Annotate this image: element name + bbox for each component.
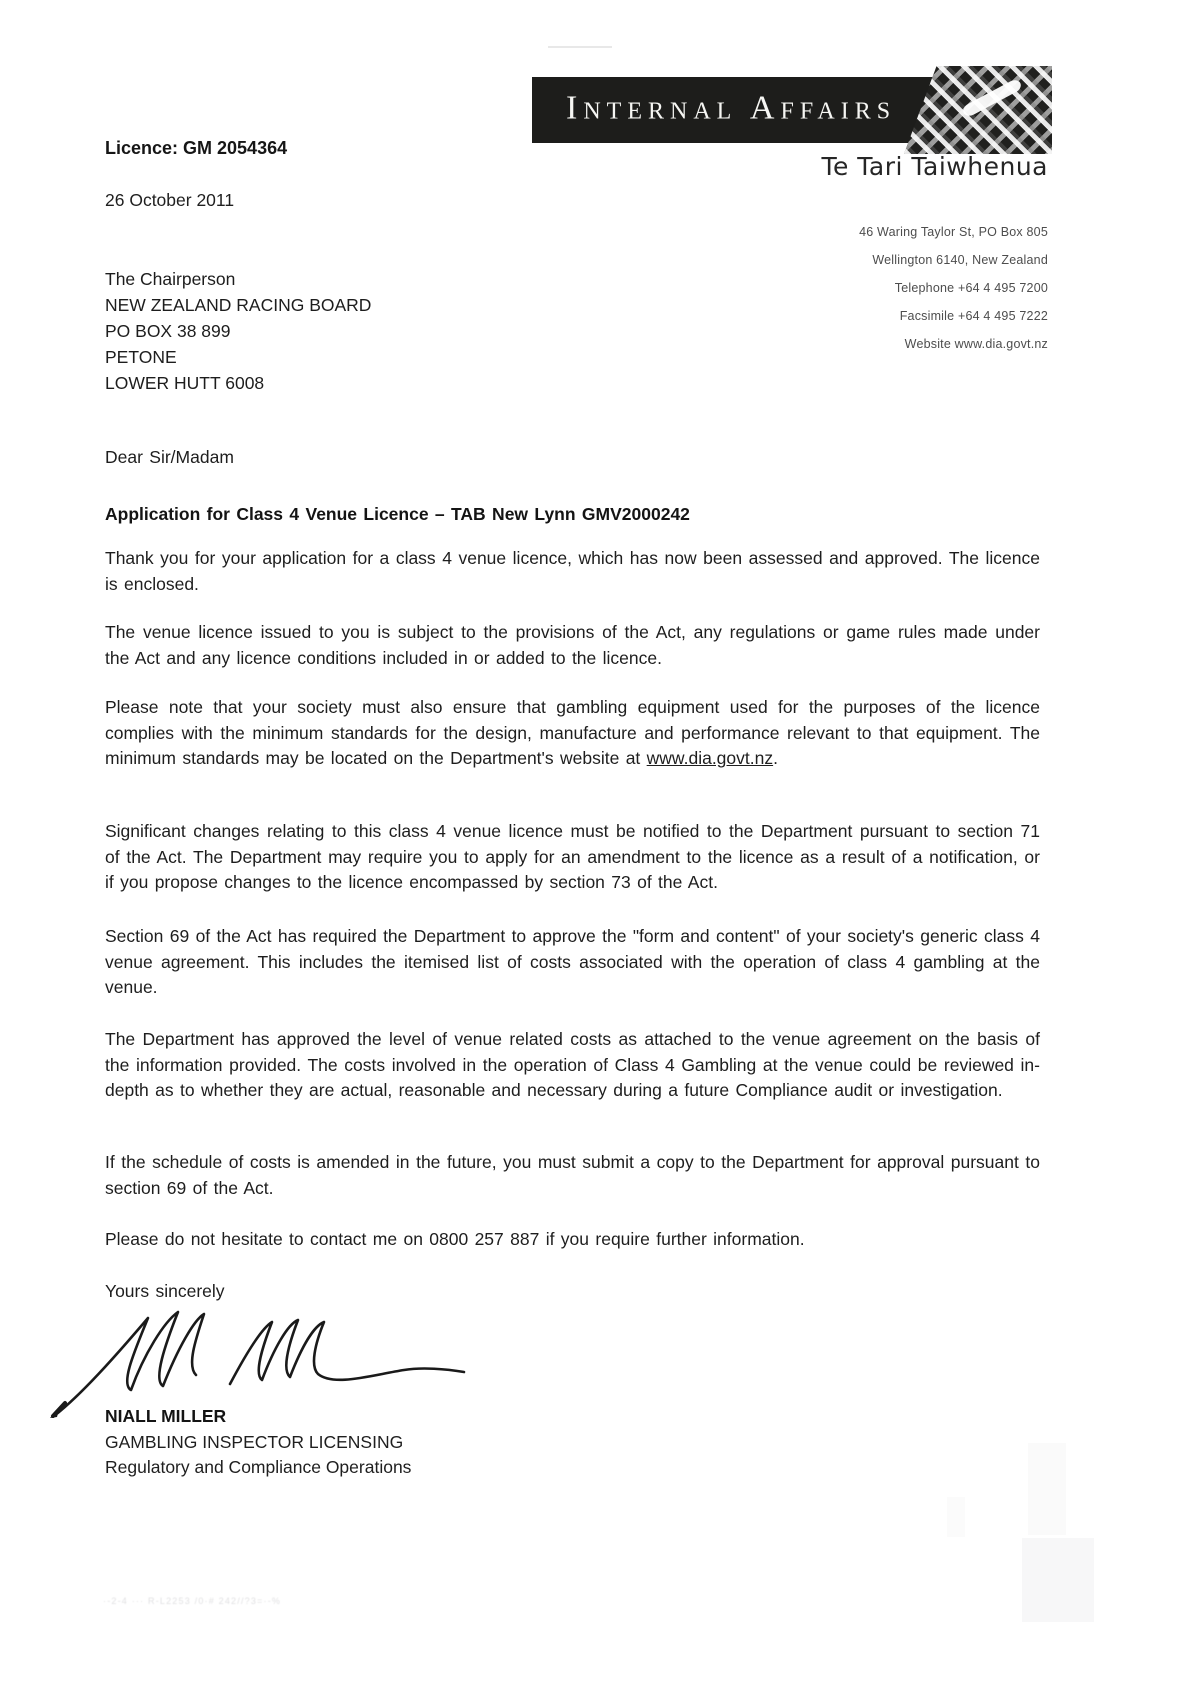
recipient-po-box: PO BOX 38 899 bbox=[105, 321, 231, 341]
paragraph-contact-phone: Please do not hesitate to contact me on 0800 257 887 if you require further information. bbox=[105, 1229, 805, 1249]
contact-facsimile: Facsimile +64 4 495 7222 bbox=[899, 309, 1048, 323]
salutation: Dear Sir/Madam bbox=[105, 447, 234, 467]
paragraph-equipment-standards-period: . bbox=[773, 748, 778, 768]
scan-artifact-blotch bbox=[1022, 1538, 1094, 1622]
paragraph-significant-changes: Significant changes relating to this class 4 venue licence must be notified to the Department pursuant to section 71 of the Act. The Department may require you to apply for an amendment to the licence as a result of a notification, or if you propose changes to the licence encompassed by section 73 of the Act. bbox=[105, 821, 1040, 892]
internal-affairs-logo-banner bbox=[532, 77, 1048, 143]
scan-artifact-line bbox=[548, 46, 612, 48]
letter-date: 26 October 2011 bbox=[105, 190, 235, 210]
scan-artifact-blotch bbox=[1028, 1443, 1066, 1535]
weave-brush-stroke-icon bbox=[961, 78, 1023, 119]
paragraph-licence-subject-to-act: The venue licence issued to you is subject to the provisions of the Act, any regulations or game rules made under the Act and any licence conditions included in or added to the licence. bbox=[105, 622, 1040, 668]
paragraph-section-69: Section 69 of the Act has required the Department to approve the "form and content" of your society's generic class 4 venue agreement. This includes the itemised list of costs associated with the operation of class 4 gambling at the venue. bbox=[105, 926, 1040, 997]
logo-maori-name: Te Tari Taiwhenua bbox=[821, 152, 1048, 181]
paragraph-venue-costs: The Department has approved the level of venue related costs as attached to the venue agreement on the basis of the information provided. The costs involved in the operation of Class 4 Gambling at the venue could be reviewed in-depth as to whether they are actual, reasonable and necessary during a future Compliance audit or investigation. bbox=[105, 1029, 1040, 1100]
signer-title: GAMBLING INSPECTOR LICENSING bbox=[105, 1431, 404, 1452]
recipient-city: LOWER HUTT 6008 bbox=[105, 373, 265, 393]
subject-line: Application for Class 4 Venue Licence – TAB New Lynn GMV2000242 bbox=[105, 504, 690, 524]
recipient-org: NEW ZEALAND RACING BOARD bbox=[105, 295, 372, 315]
signer-name: NIALL MILLER bbox=[105, 1406, 227, 1426]
contact-website: Website www.dia.govt.nz bbox=[904, 337, 1048, 351]
dia-website-link: www.dia.govt.nz bbox=[646, 748, 774, 768]
paragraph-equipment-standards bbox=[105, 695, 1040, 772]
contact-street: 46 Waring Taylor St, PO Box 805 bbox=[859, 225, 1048, 239]
faint-scan-mark: ·-2-4 ··· R-L2253 /0·# 242//?3=·-% bbox=[103, 1596, 282, 1606]
logo-wordmark: Internal Affairs bbox=[566, 89, 897, 127]
paragraph-equipment-standards-text: Please note that your society must also ensure that gambling equipment used for the purposes of the licence complies with the minimum standards for the design, manufacture and performance relevant to that equipment. The minimum standards may be located on the Department's website at bbox=[105, 697, 1040, 768]
paragraph-thank-you: Thank you for your application for a class 4 venue licence, which has now been assessed and approved. The licence is enclosed. bbox=[105, 548, 1040, 594]
licence-number: Licence: GM 2054364 bbox=[105, 138, 288, 158]
signer-block bbox=[105, 1404, 411, 1481]
scan-artifact-blotch bbox=[947, 1497, 965, 1537]
maori-weave-pattern bbox=[904, 66, 1052, 154]
department-contact-block bbox=[745, 218, 1048, 358]
paragraph-schedule-amended: If the schedule of costs is amended in the future, you must submit a copy to the Department for approval pursuant to section 69 of the Act. bbox=[105, 1152, 1040, 1198]
closing: Yours sincerely bbox=[105, 1281, 225, 1301]
signer-unit: Regulatory and Compliance Operations bbox=[105, 1457, 412, 1477]
recipient-address-block bbox=[105, 266, 605, 396]
recipient-suburb: PETONE bbox=[105, 347, 177, 367]
recipient-title: The Chairperson bbox=[105, 269, 236, 289]
contact-telephone: Telephone +64 4 495 7200 bbox=[894, 281, 1048, 295]
handwritten-signature bbox=[50, 1298, 470, 1418]
contact-city: Wellington 6140, New Zealand bbox=[872, 253, 1048, 267]
